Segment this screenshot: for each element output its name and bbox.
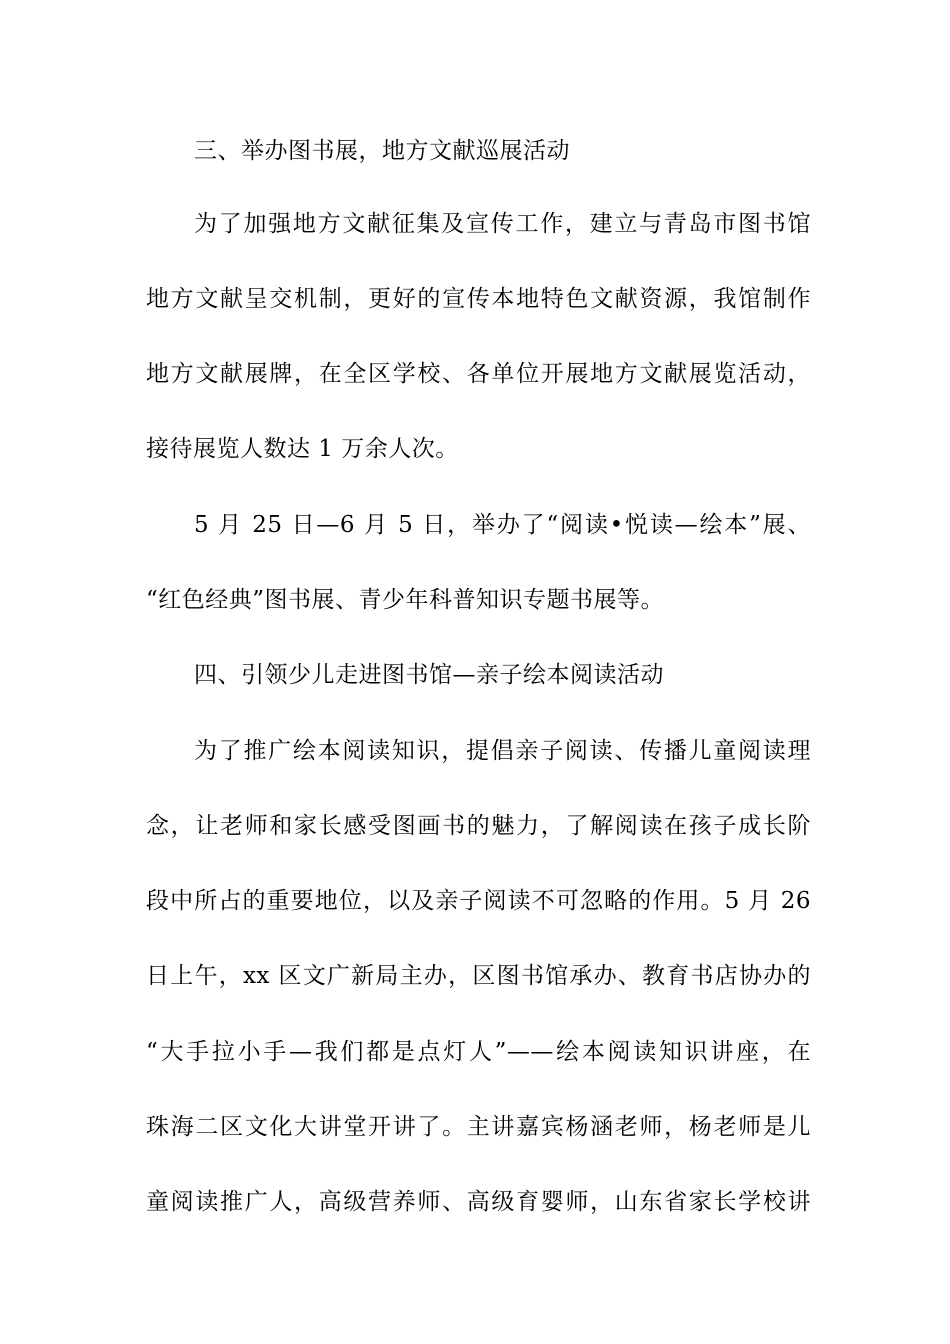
section-heading-3: 三、举办图书展，地方文献巡展活动: [194, 138, 570, 164]
paragraph-line: “大手拉小手—我们都是点灯人”——绘本阅读知识讲座，在: [146, 1039, 811, 1065]
paragraph-line: “红色经典”图书展、青少年科普知识专题书展等。: [146, 587, 665, 613]
paragraph-line: 为了推广绘本阅读知识，提倡亲子阅读、传播儿童阅读理: [194, 738, 811, 764]
paragraph-line: 接待展览人数达 1 万余人次。: [146, 436, 459, 462]
paragraph-line: 日上午，xx 区文广新局主办，区图书馆承办、教育书店协办的: [146, 963, 811, 989]
section-heading-4: 四、引领少儿走进图书馆—亲子绘本阅读活动: [194, 662, 664, 688]
paragraph-line: 珠海二区文化大讲堂开讲了。主讲嘉宾杨涵老师，杨老师是儿: [146, 1114, 811, 1140]
paragraph-line: 段中所占的重要地位，以及亲子阅读不可忽略的作用。5 月 26: [146, 888, 811, 914]
paragraph-line: 地方文献展牌，在全区学校、各单位开展地方文献展览活动，: [146, 361, 811, 387]
paragraph-line: 念，让老师和家长感受图画书的魅力，了解阅读在孩子成长阶: [146, 813, 811, 839]
paragraph-line: 地方文献呈交机制，更好的宣传本地特色文献资源，我馆制作: [146, 286, 811, 312]
paragraph-line: 为了加强地方文献征集及宣传工作，建立与青岛市图书馆: [194, 211, 811, 237]
paragraph-line: 童阅读推广人，高级营养师、高级育婴师，山东省家长学校讲: [146, 1189, 811, 1215]
paragraph-line: 5 月 25 日—6 月 5 日，举办了“阅读•悦读—绘本”展、: [194, 512, 811, 538]
